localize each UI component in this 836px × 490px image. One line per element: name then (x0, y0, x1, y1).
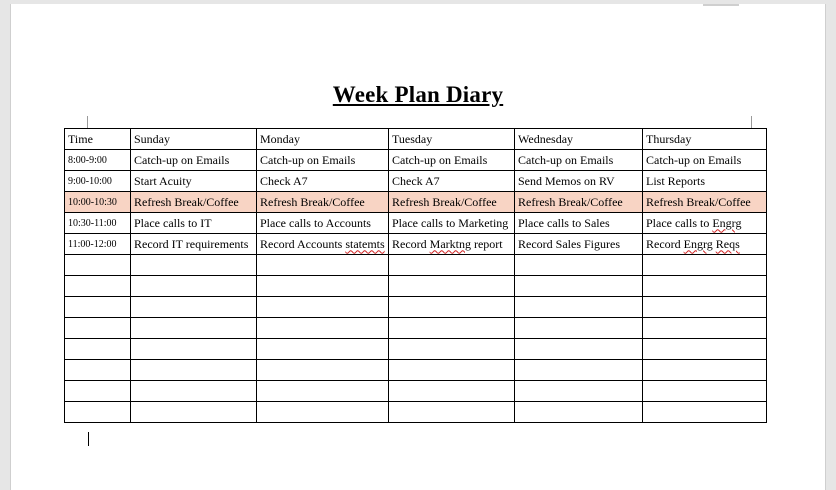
table-row (65, 150, 767, 171)
document-title[interactable]: Week Plan Diary (332, 82, 504, 107)
empty-cell[interactable] (515, 360, 643, 381)
time-slot-cell[interactable]: 9:00-10:00 (65, 171, 131, 192)
task-cell-monday[interactable]: Check A7 (257, 171, 389, 192)
task-cell-sunday[interactable]: Record IT requirements (131, 234, 257, 255)
task-cell-monday[interactable]: Record Accounts statemts (257, 234, 389, 255)
task-cell-thursday[interactable]: Record Engrg Reqs (643, 234, 767, 255)
task-cell-wednesday[interactable]: Record Sales Figures (515, 234, 643, 255)
task-cell-tuesday[interactable]: Catch-up on Emails (389, 150, 515, 171)
empty-cell[interactable] (131, 276, 257, 297)
spelling-error-underline[interactable]: Engrg (712, 215, 742, 230)
empty-table-row (65, 402, 767, 423)
time-slot-cell[interactable]: 10:00-10:30 (65, 192, 131, 213)
empty-cell[interactable] (389, 402, 515, 423)
empty-cell[interactable] (389, 297, 515, 318)
empty-cell[interactable] (65, 360, 131, 381)
empty-cell[interactable] (389, 276, 515, 297)
empty-cell[interactable] (131, 381, 257, 402)
empty-cell[interactable] (257, 339, 389, 360)
empty-table-row (65, 318, 767, 339)
empty-cell[interactable] (643, 360, 767, 381)
empty-table-row (65, 360, 767, 381)
time-slot-cell[interactable]: 10:30-11:00 (65, 213, 131, 234)
empty-cell[interactable] (257, 402, 389, 423)
empty-table-row (65, 381, 767, 402)
empty-cell[interactable] (515, 402, 643, 423)
task-cell-thursday[interactable]: Place calls to Engrg (643, 213, 767, 234)
task-cell-monday[interactable]: Catch-up on Emails (257, 150, 389, 171)
task-cell-sunday[interactable]: Refresh Break/Coffee (131, 192, 257, 213)
empty-cell[interactable] (131, 402, 257, 423)
spelling-error-underline[interactable]: Engrg (683, 236, 713, 251)
column-header-wednesday[interactable]: Wednesday (515, 129, 643, 150)
empty-cell[interactable] (257, 297, 389, 318)
document-page[interactable] (10, 4, 826, 490)
empty-cell[interactable] (515, 339, 643, 360)
task-cell-wednesday[interactable]: Refresh Break/Coffee (515, 192, 643, 213)
empty-cell[interactable] (515, 255, 643, 276)
empty-cell[interactable] (131, 297, 257, 318)
text-cursor (88, 432, 89, 446)
task-cell-wednesday[interactable]: Catch-up on Emails (515, 150, 643, 171)
task-cell-tuesday[interactable]: Check A7 (389, 171, 515, 192)
empty-cell[interactable] (643, 402, 767, 423)
task-cell-sunday[interactable]: Catch-up on Emails (131, 150, 257, 171)
task-cell-tuesday[interactable]: Place calls to Marketing (389, 213, 515, 234)
empty-cell[interactable] (257, 318, 389, 339)
empty-table-row (65, 339, 767, 360)
spelling-error-underline[interactable]: statemts (345, 236, 385, 251)
task-cell-thursday[interactable]: Refresh Break/Coffee (643, 192, 767, 213)
empty-cell[interactable] (131, 255, 257, 276)
task-cell-thursday[interactable]: List Reports (643, 171, 767, 192)
empty-cell[interactable] (257, 360, 389, 381)
empty-cell[interactable] (65, 297, 131, 318)
empty-cell[interactable] (389, 318, 515, 339)
empty-cell[interactable] (65, 402, 131, 423)
column-header-sunday[interactable]: Sunday (131, 129, 257, 150)
margin-mark-left-vertical (87, 116, 88, 128)
table-body (65, 150, 767, 423)
time-slot-cell[interactable]: 8:00-9:00 (65, 150, 131, 171)
task-cell-wednesday[interactable]: Place calls to Sales (515, 213, 643, 234)
empty-cell[interactable] (65, 381, 131, 402)
empty-cell[interactable] (389, 255, 515, 276)
empty-cell[interactable] (389, 339, 515, 360)
empty-cell[interactable] (643, 297, 767, 318)
empty-cell[interactable] (65, 276, 131, 297)
column-header-tuesday[interactable]: Tuesday (389, 129, 515, 150)
empty-cell[interactable] (65, 255, 131, 276)
week-plan-table[interactable] (64, 128, 767, 423)
empty-cell[interactable] (389, 360, 515, 381)
margin-mark-right-vertical (751, 116, 752, 128)
empty-cell[interactable] (515, 318, 643, 339)
table-row (65, 192, 767, 213)
empty-cell[interactable] (257, 381, 389, 402)
empty-cell[interactable] (515, 276, 643, 297)
table-header-row (65, 129, 767, 150)
empty-table-row (65, 297, 767, 318)
empty-cell[interactable] (257, 276, 389, 297)
column-header-thursday[interactable]: Thursday (643, 129, 767, 150)
task-cell-tuesday[interactable]: Record Marktng report (389, 234, 515, 255)
empty-cell[interactable] (65, 339, 131, 360)
spelling-error-underline[interactable]: Marktng (429, 236, 471, 251)
empty-cell[interactable] (65, 318, 131, 339)
empty-cell[interactable] (643, 381, 767, 402)
table-row (65, 234, 767, 255)
task-cell-monday[interactable]: Refresh Break/Coffee (257, 192, 389, 213)
table-row (65, 171, 767, 192)
empty-table-row (65, 255, 767, 276)
task-cell-thursday[interactable]: Catch-up on Emails (643, 150, 767, 171)
task-cell-monday[interactable]: Place calls to Accounts (257, 213, 389, 234)
task-cell-sunday[interactable]: Place calls to IT (131, 213, 257, 234)
empty-cell[interactable] (515, 297, 643, 318)
empty-cell[interactable] (643, 255, 767, 276)
week-plan-table-container (64, 128, 767, 423)
spelling-error-underline[interactable]: Reqs (715, 236, 740, 251)
table-row (65, 213, 767, 234)
empty-cell[interactable] (643, 318, 767, 339)
task-cell-tuesday[interactable]: Refresh Break/Coffee (389, 192, 515, 213)
empty-cell[interactable] (643, 276, 767, 297)
empty-cell[interactable] (257, 255, 389, 276)
empty-cell[interactable] (131, 339, 257, 360)
column-header-time[interactable]: Time (65, 129, 131, 150)
page-top-edge (703, 4, 739, 6)
empty-table-row (65, 276, 767, 297)
empty-cell[interactable] (131, 318, 257, 339)
column-header-monday[interactable]: Monday (257, 129, 389, 150)
task-cell-sunday[interactable]: Start Acuity (131, 171, 257, 192)
empty-cell[interactable] (389, 381, 515, 402)
task-cell-wednesday[interactable]: Send Memos on RV (515, 171, 643, 192)
empty-cell[interactable] (643, 339, 767, 360)
empty-cell[interactable] (131, 360, 257, 381)
time-slot-cell[interactable]: 11:00-12:00 (65, 234, 131, 255)
empty-cell[interactable] (515, 381, 643, 402)
